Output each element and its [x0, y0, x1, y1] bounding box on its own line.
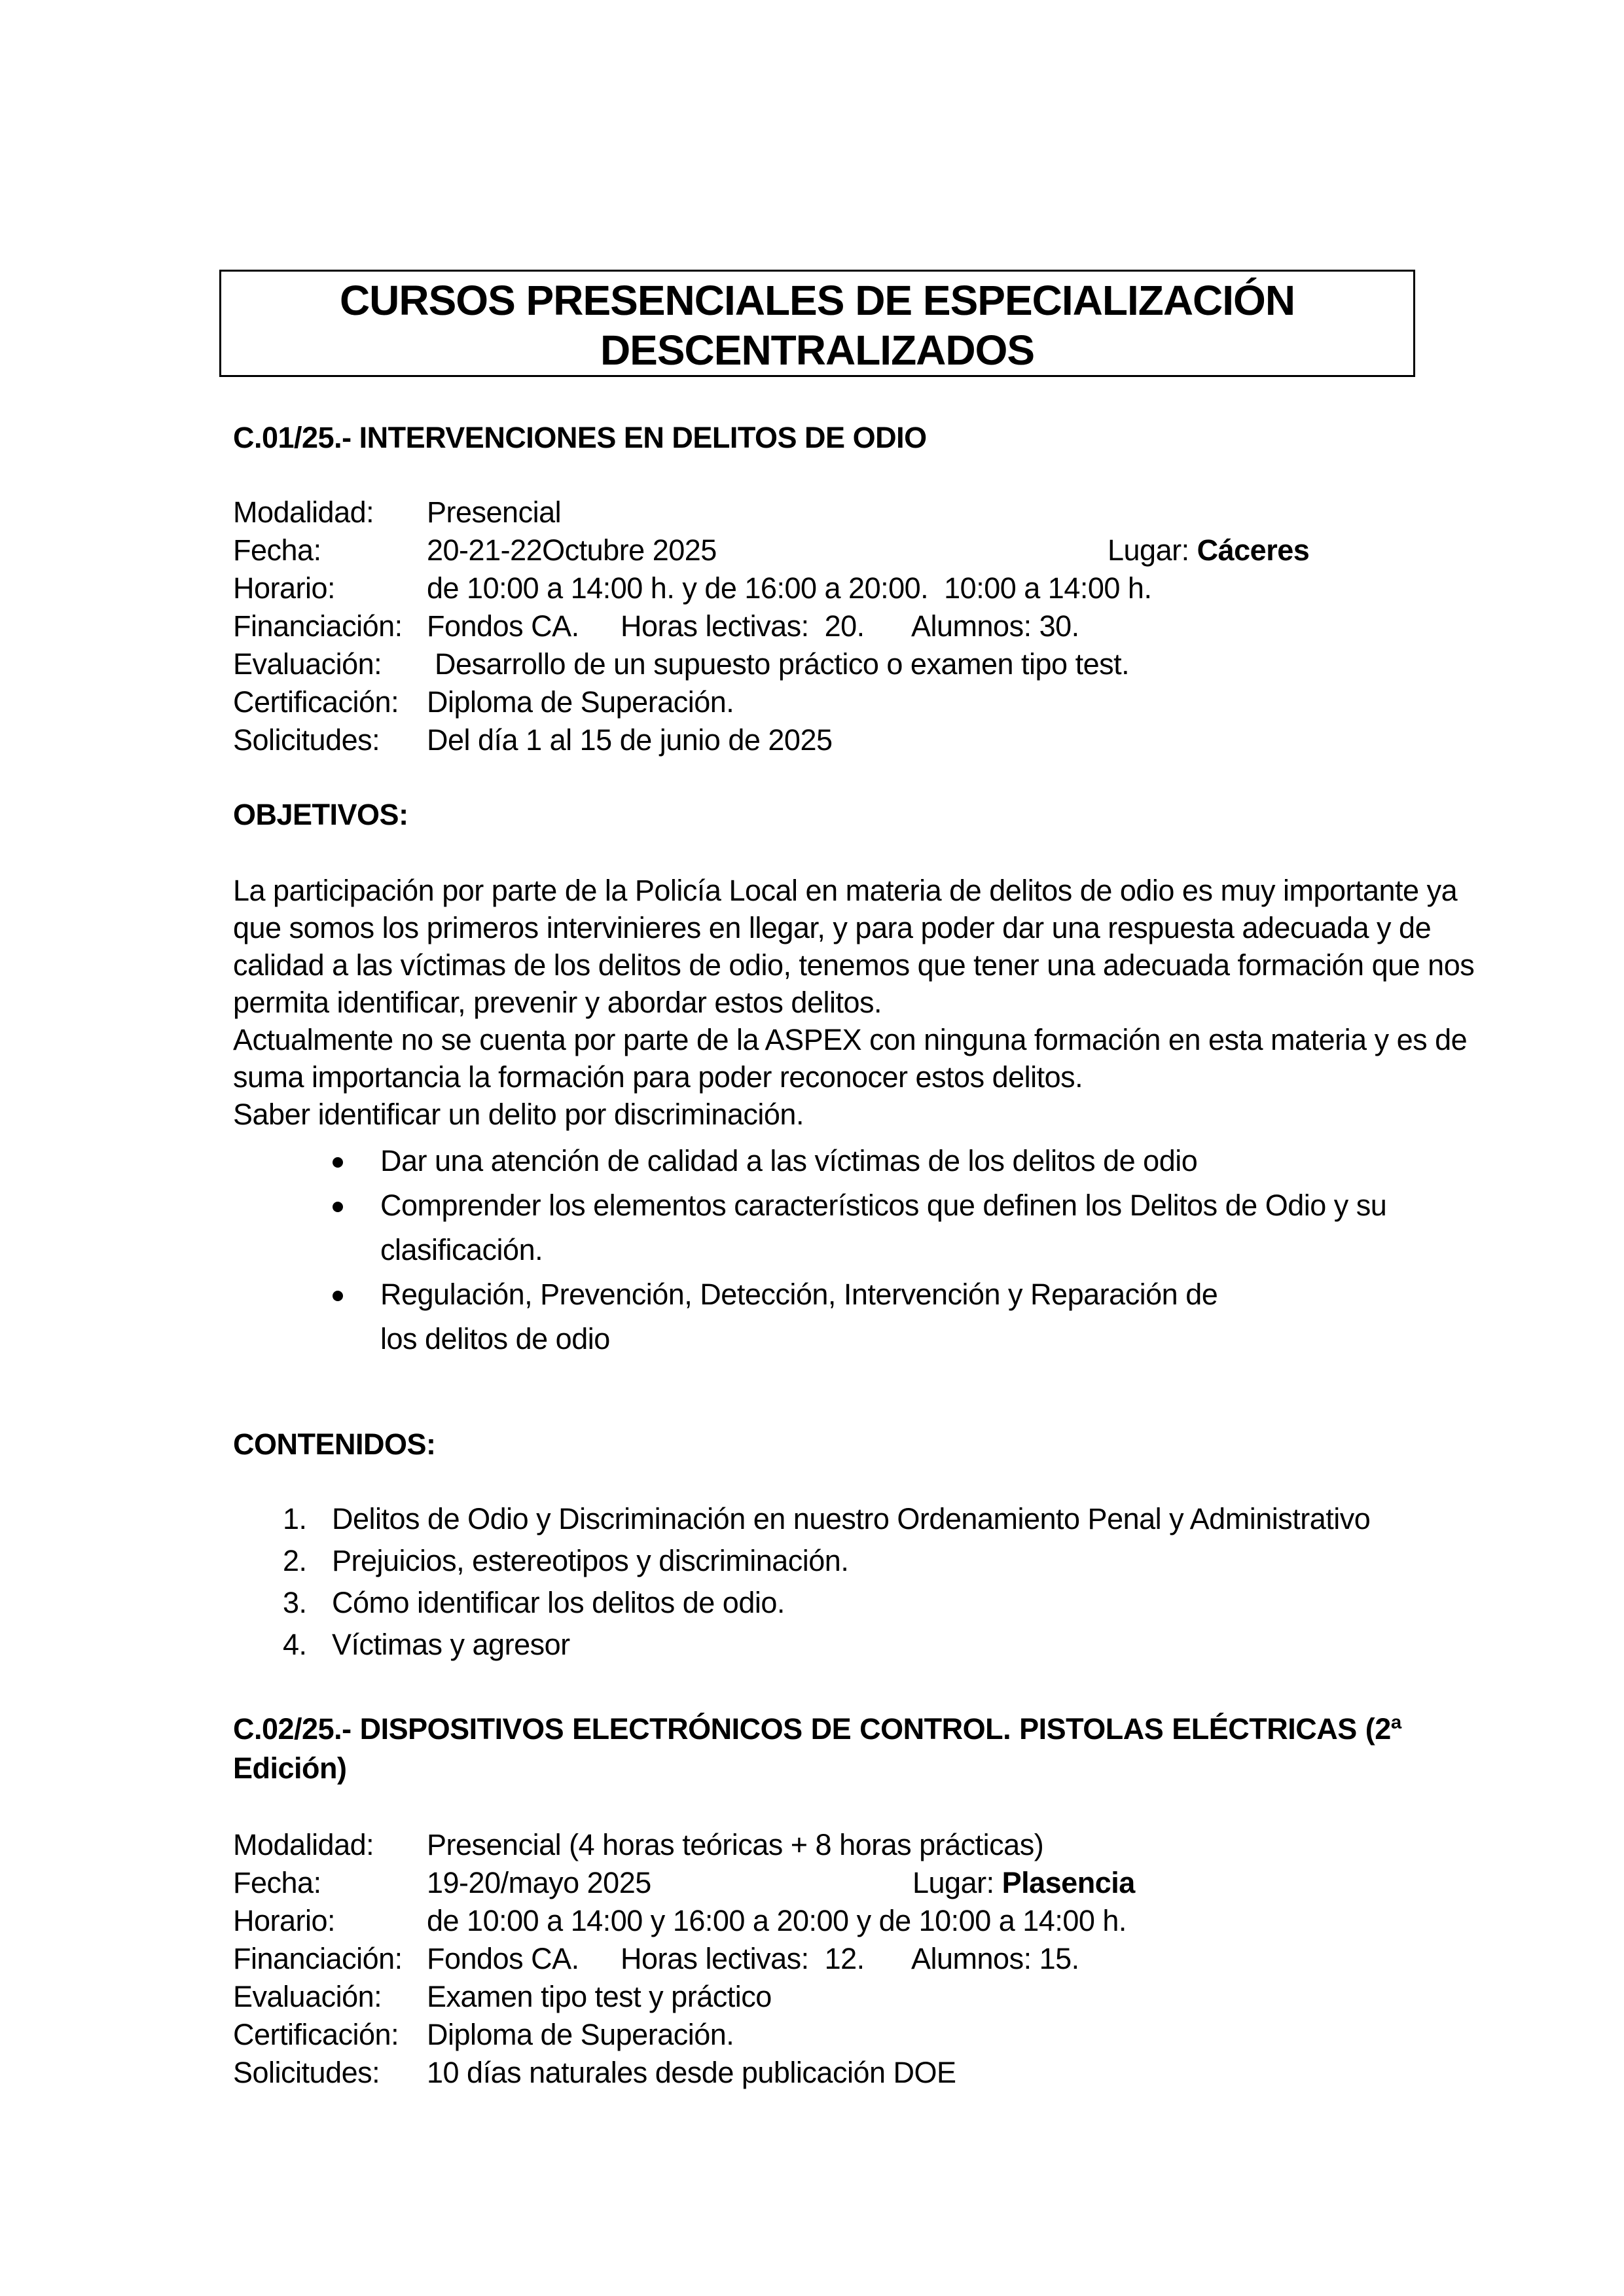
financiacion-label: Financiación: [233, 1942, 403, 1975]
certificacion-label: Certificación: [233, 685, 399, 719]
objetivos-line: Saber identificar un delito por discriminación. [233, 1098, 804, 1131]
course2-heading [233, 1710, 1401, 1788]
evaluacion-label: Evaluación: [233, 647, 382, 681]
horario-value: de 10:00 a 14:00 h. y de 16:00 a 20:00. 10:00 a 14:00 h. [427, 571, 1152, 605]
solicitudes-value: 10 días naturales desde publicación DOE [427, 2056, 956, 2089]
contenido-text: Delitos de Odio y Discriminación en nuestro Ordenamiento Penal y Administrativo [332, 1502, 1371, 1535]
solicitudes-label: Solicitudes: [233, 723, 380, 757]
contenido-number: 4. [283, 1628, 307, 1661]
contenido-number: 3. [283, 1586, 307, 1619]
certificacion-value: Diploma de Superación. [427, 685, 734, 719]
bullet-text: Dar una atención de calidad a las víctimas de los delitos de odio [380, 1144, 1198, 1177]
bullet-dot [333, 1202, 343, 1212]
contenido-number: 1. [283, 1502, 307, 1535]
lugar-label: Lugar: [912, 1866, 1002, 1899]
lugar-label: Lugar: [1108, 533, 1197, 567]
objetivos-line: suma importancia la formación para poder reconocer estos delitos. [233, 1060, 1083, 1094]
fecha-value: 19-20/mayo 2025 [427, 1866, 651, 1899]
title-line-2: DESCENTRALIZADOS [600, 327, 1035, 374]
horario-label: Horario: [233, 1904, 336, 1937]
lugar [912, 1864, 1135, 1902]
contenido-number: 2. [283, 1544, 307, 1577]
objetivos-line: Actualmente no se cuenta por parte de la ASPEX con ninguna formación en esta materia y es de [233, 1023, 1468, 1056]
horario-value: de 10:00 a 14:00 y 16:00 a 20:00 y de 10:00 a 14:00 h. [427, 1904, 1127, 1937]
objetivos-line: permita identificar, prevenir y abordar estos delitos. [233, 986, 882, 1019]
title-line-1: CURSOS PRESENCIALES DE ESPECIALIZACIÓN [339, 277, 1295, 324]
heading-word: ELECTRÓNICOS [572, 1712, 803, 1746]
lugar [1108, 531, 1309, 569]
bullet-text: los delitos de odio [380, 1322, 610, 1355]
objetivos-paragraph [233, 872, 1475, 1133]
objetivos-heading: OBJETIVOS: [233, 798, 408, 831]
fecha-label: Fecha: [233, 533, 321, 567]
heading-word: DE [810, 1712, 852, 1746]
financiacion-label: Financiación: [233, 609, 403, 643]
heading-word: DISPOSITIVOS [359, 1712, 564, 1746]
evaluacion-value: Desarrollo de un supuesto práctico o examen tipo test. [427, 647, 1130, 681]
evaluacion-value: Examen tipo test y práctico [427, 1980, 772, 2013]
bullet-dot [333, 1157, 343, 1168]
horario-label: Horario: [233, 571, 336, 605]
bullet-text: Comprender los elementos característicos que definen los Delitos de Odio y su [380, 1189, 1387, 1222]
solicitudes-value: Del día 1 al 15 de junio de 2025 [427, 723, 833, 757]
fecha-label: Fecha: [233, 1866, 321, 1899]
modalidad-label: Modalidad: [233, 1828, 374, 1861]
alumnos: Alumnos: 15. [911, 1942, 1079, 1975]
horas-lectivas: Horas lectivas: 12. [621, 1942, 865, 1975]
bullet-dot [333, 1291, 343, 1301]
heading-word: (2ª [1365, 1712, 1401, 1746]
heading-word: ELÉCTRICAS [1172, 1712, 1357, 1746]
fecha-value: 20-21-22Octubre 2025 [427, 533, 717, 567]
heading-word: C.02/25.- [233, 1712, 352, 1746]
title-box [219, 270, 1415, 377]
objetivos-line: calidad a las víctimas de los delitos de odio, tenemos que tener una adecuada formación que nos [233, 948, 1475, 982]
lugar-value: Cáceres [1197, 533, 1310, 567]
bullet-text: clasificación. [380, 1233, 543, 1266]
solicitudes-label: Solicitudes: [233, 2056, 380, 2089]
course2-heading-line2: Edición) [233, 1751, 347, 1785]
financiacion-value: Fondos CA. [427, 1942, 579, 1975]
lugar-value: Plasencia [1001, 1866, 1135, 1899]
objetivos-line: que somos los primeros intervinieres en llegar, y para poder dar una respuesta adecuada y de [233, 911, 1432, 944]
evaluacion-label: Evaluación: [233, 1980, 382, 2013]
certificacion-label: Certificación: [233, 2018, 399, 2051]
objetivos-line: La participación por parte de la Policía Local en materia de delitos de odio es muy importante ya [233, 874, 1458, 907]
financiacion-value: Fondos CA. [427, 609, 579, 643]
modalidad-value: Presencial [427, 495, 562, 529]
alumnos: Alumnos: 30. [911, 609, 1079, 643]
course2-heading-line1 [233, 1710, 1401, 1749]
bullet-text: Regulación, Prevención, Detección, Intervención y Reparación de [380, 1278, 1218, 1311]
certificacion-value: Diploma de Superación. [427, 2018, 734, 2051]
contenido-text: Víctimas y agresor [332, 1628, 570, 1661]
heading-word: CONTROL. [859, 1712, 1011, 1746]
heading-word: PISTOLAS [1019, 1712, 1164, 1746]
modalidad-value: Presencial (4 horas teóricas + 8 horas prácticas) [427, 1828, 1044, 1861]
modalidad-label: Modalidad: [233, 495, 374, 529]
contenido-text: Cómo identificar los delitos de odio. [332, 1586, 785, 1619]
course1-heading: C.01/25.- INTERVENCIONES EN DELITOS DE ODIO [233, 421, 927, 454]
contenido-text: Prejuicios, estereotipos y discriminación. [332, 1544, 849, 1577]
horas-lectivas: Horas lectivas: 20. [621, 609, 865, 643]
contenidos-heading: CONTENIDOS: [233, 1427, 436, 1461]
